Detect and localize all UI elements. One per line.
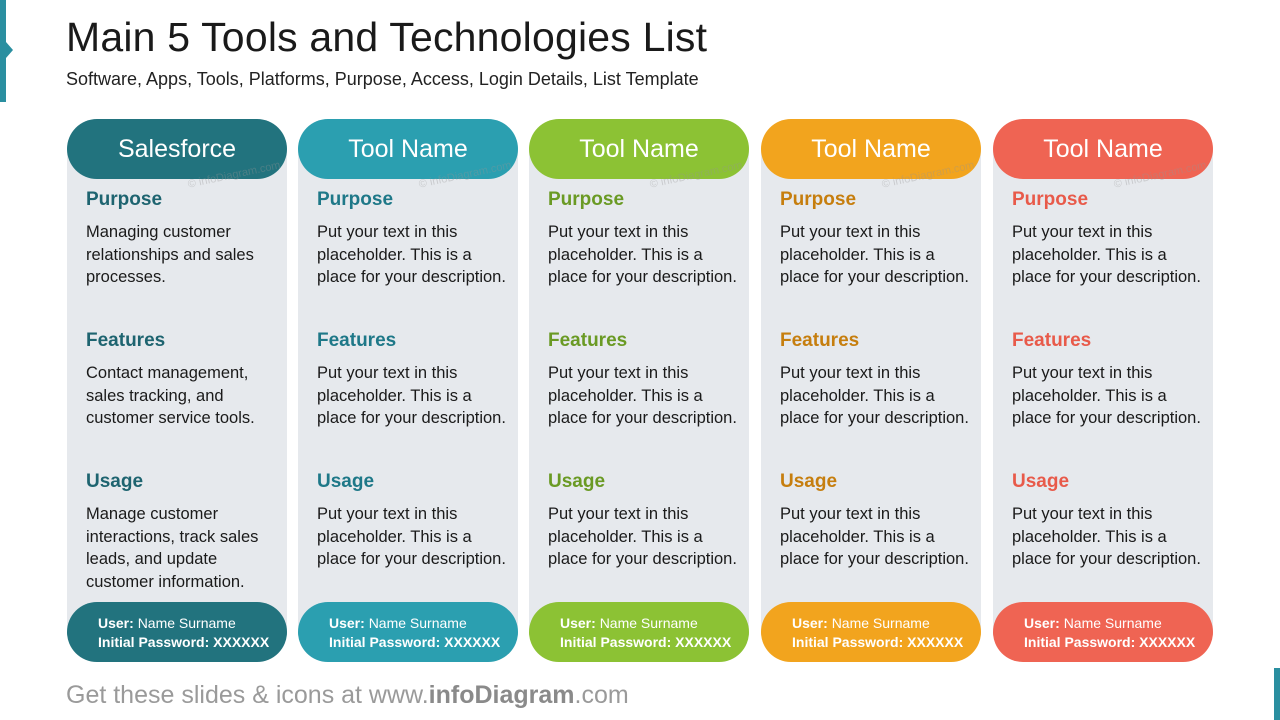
password-label: Initial Password: [1024, 634, 1136, 650]
user-line [98, 614, 287, 633]
tool-name-header: Tool Name [993, 119, 1213, 179]
user-label: User: [1024, 615, 1060, 631]
password-label: Initial Password: [792, 634, 904, 650]
usage-text: Put your text in this placeholder. This is a place for your description. [780, 505, 969, 568]
features-text: Put your text in this placeholder. This is a place for your description. [1012, 364, 1201, 427]
usage-text: Put your text in this placeholder. This is a place for your description. [317, 505, 506, 568]
user-label: User: [98, 615, 134, 631]
user-value: Name Surname [599, 615, 698, 631]
features-heading: Features [780, 330, 860, 351]
password-value: XXXXXX [213, 634, 270, 650]
watermark: © infoDiagram.com [1112, 159, 1208, 191]
tool-name-header: Tool Name [529, 119, 749, 179]
user-value: Name Surname [368, 615, 467, 631]
purpose-heading: Purpose [1012, 189, 1089, 210]
features-text: Contact management, sales tracking, and customer service tools. [86, 364, 255, 427]
user-line [560, 614, 749, 633]
tool-card [993, 119, 1213, 662]
purpose-text: Managing customer relationships and sales processes. [86, 223, 254, 286]
tool-name-header: Tool Name [761, 119, 981, 179]
password-value: XXXXXX [675, 634, 732, 650]
usage-text: Manage customer interactions, track sales leads, and update customer information. [86, 505, 259, 591]
login-details [529, 602, 749, 662]
password-label: Initial Password: [560, 634, 672, 650]
watermark: © infoDiagram.com [186, 159, 282, 191]
login-details [761, 602, 981, 662]
password-line [560, 633, 749, 652]
password-line [1024, 633, 1213, 652]
user-line [1024, 614, 1213, 633]
footer-credit [66, 681, 629, 710]
login-details [993, 602, 1213, 662]
password-value: XXXXXX [907, 634, 964, 650]
user-label: User: [792, 615, 828, 631]
purpose-text: Put your text in this placeholder. This is a place for your description. [780, 223, 969, 286]
page-subtitle: Software, Apps, Tools, Platforms, Purpose, Access, Login Details, List Template [66, 69, 699, 89]
footer-prefix: Get these slides & icons at www. [66, 681, 429, 709]
password-line [98, 633, 287, 652]
user-label: User: [560, 615, 596, 631]
login-details [67, 602, 287, 662]
password-value: XXXXXX [1139, 634, 1196, 650]
purpose-text: Put your text in this placeholder. This is a place for your description. [317, 223, 506, 286]
user-line [792, 614, 981, 633]
password-line [792, 633, 981, 652]
user-value: Name Surname [831, 615, 930, 631]
features-text: Put your text in this placeholder. This is a place for your description. [317, 364, 506, 427]
features-text: Put your text in this placeholder. This is a place for your description. [780, 364, 969, 427]
features-heading: Features [1012, 330, 1092, 351]
login-details [298, 602, 518, 662]
watermark: © infoDiagram.com [648, 159, 744, 191]
purpose-heading: Purpose [548, 189, 625, 210]
accent-arrow-icon [6, 42, 13, 58]
usage-heading: Usage [780, 471, 838, 492]
user-line [329, 614, 518, 633]
password-value: XXXXXX [444, 634, 501, 650]
tool-name-header: Tool Name [298, 119, 518, 179]
features-text: Put your text in this placeholder. This is a place for your description. [548, 364, 737, 427]
user-value: Name Surname [137, 615, 236, 631]
password-label: Initial Password: [329, 634, 441, 650]
watermark: © infoDiagram.com [880, 159, 976, 191]
watermark: © infoDiagram.com [417, 159, 513, 191]
corner-accent-bar [1274, 668, 1280, 720]
purpose-text: Put your text in this placeholder. This is a place for your description. [548, 223, 737, 286]
tool-card [67, 119, 287, 662]
purpose-heading: Purpose [780, 189, 857, 210]
usage-heading: Usage [317, 471, 375, 492]
usage-heading: Usage [1012, 471, 1070, 492]
user-label: User: [329, 615, 365, 631]
usage-heading: Usage [548, 471, 606, 492]
password-line [329, 633, 518, 652]
usage-text: Put your text in this placeholder. This is a place for your description. [548, 505, 737, 568]
footer-suffix: .com [574, 681, 629, 709]
tool-card [529, 119, 749, 662]
features-heading: Features [317, 330, 397, 351]
purpose-heading: Purpose [86, 189, 163, 210]
tools-columns [67, 119, 1215, 662]
footer-brand: infoDiagram [428, 681, 575, 709]
tool-card [298, 119, 518, 662]
features-heading: Features [548, 330, 628, 351]
tool-name-header: Salesforce [67, 119, 287, 179]
purpose-text: Put your text in this placeholder. This is a place for your description. [1012, 223, 1201, 286]
features-heading: Features [86, 330, 166, 351]
tool-card [761, 119, 981, 662]
user-value: Name Surname [1063, 615, 1162, 631]
page-title: Main 5 Tools and Technologies List [66, 14, 708, 60]
purpose-heading: Purpose [317, 189, 394, 210]
usage-text: Put your text in this placeholder. This is a place for your description. [1012, 505, 1201, 568]
usage-heading: Usage [86, 471, 144, 492]
password-label: Initial Password: [98, 634, 210, 650]
